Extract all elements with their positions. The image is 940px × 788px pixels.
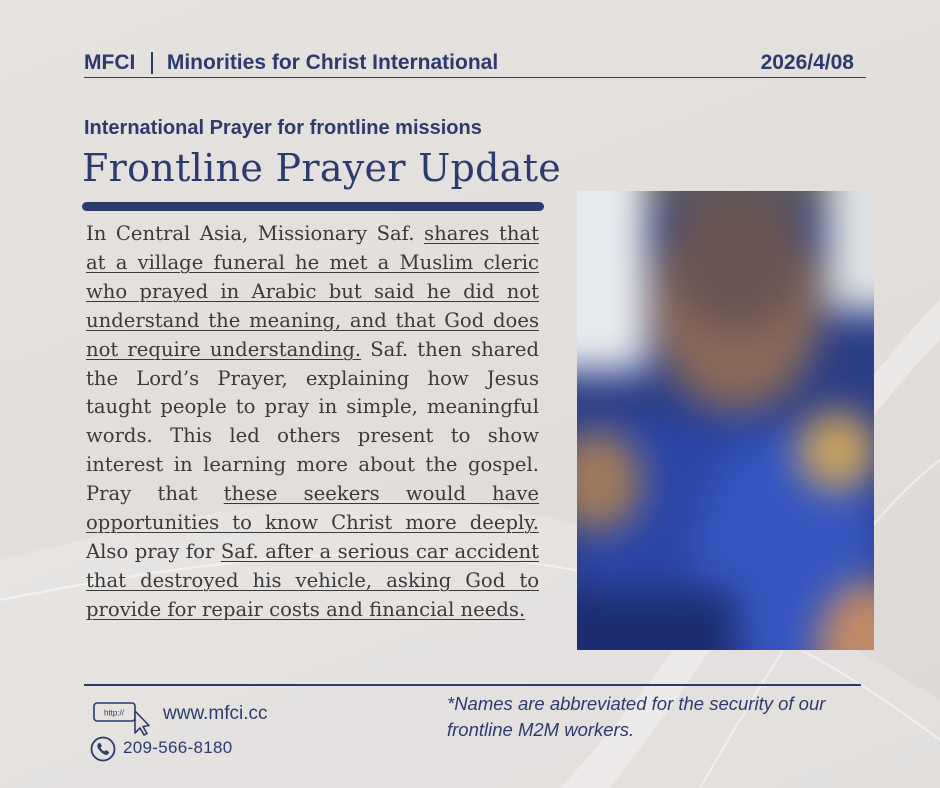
title-underline-bar [82, 202, 544, 211]
body-text-segment: Saf. then shared the Lord’s Prayer, explaining how Jesus taught people to pray in simple, meaningful words. This led others present to show interest in learning more about the gospel. Pray that [86, 337, 539, 506]
body-underlined-segment: shares that at a village funeral he met a Muslim cleric who prayed in Arabic but said he did not understand the meaning, and that God does not require understanding. [86, 222, 540, 361]
security-note: *Names are abbreviated for the security of our frontline M2M workers. [447, 693, 826, 740]
page-title: Frontline Prayer Update [82, 146, 562, 190]
post-date: 2026/4/08 [760, 50, 854, 74]
header-bar [84, 48, 866, 78]
phone-icon [90, 736, 116, 762]
subtitle: International Prayer for frontline missions [84, 117, 482, 139]
org-name: Minorities for Christ International [166, 50, 499, 74]
header-divider [151, 52, 153, 74]
web-icon-label: http:// [103, 708, 125, 718]
cursor-browser-icon [93, 700, 151, 736]
phone-number-link[interactable]: 209-566-8180 [123, 738, 233, 757]
org-abbreviation: MFCI [84, 50, 136, 74]
footer-divider [84, 684, 861, 686]
prayer-update-text [86, 220, 539, 625]
body-text-segment: Also pray for [86, 539, 221, 563]
website-link[interactable]: www.mfci.cc [163, 703, 268, 724]
body-text-segment: In Central Asia, Missionary Saf. [86, 222, 425, 245]
blurred-photo-image [577, 191, 874, 650]
blurred-photo [577, 191, 874, 650]
body-underlined-segment: Saf. after a serious car accident that destroyed his vehicle, asking God to provide for repair costs and financial needs. [86, 539, 539, 621]
body-underlined-segment: these seekers would have opportunities to know Christ more deeply. [86, 482, 539, 535]
